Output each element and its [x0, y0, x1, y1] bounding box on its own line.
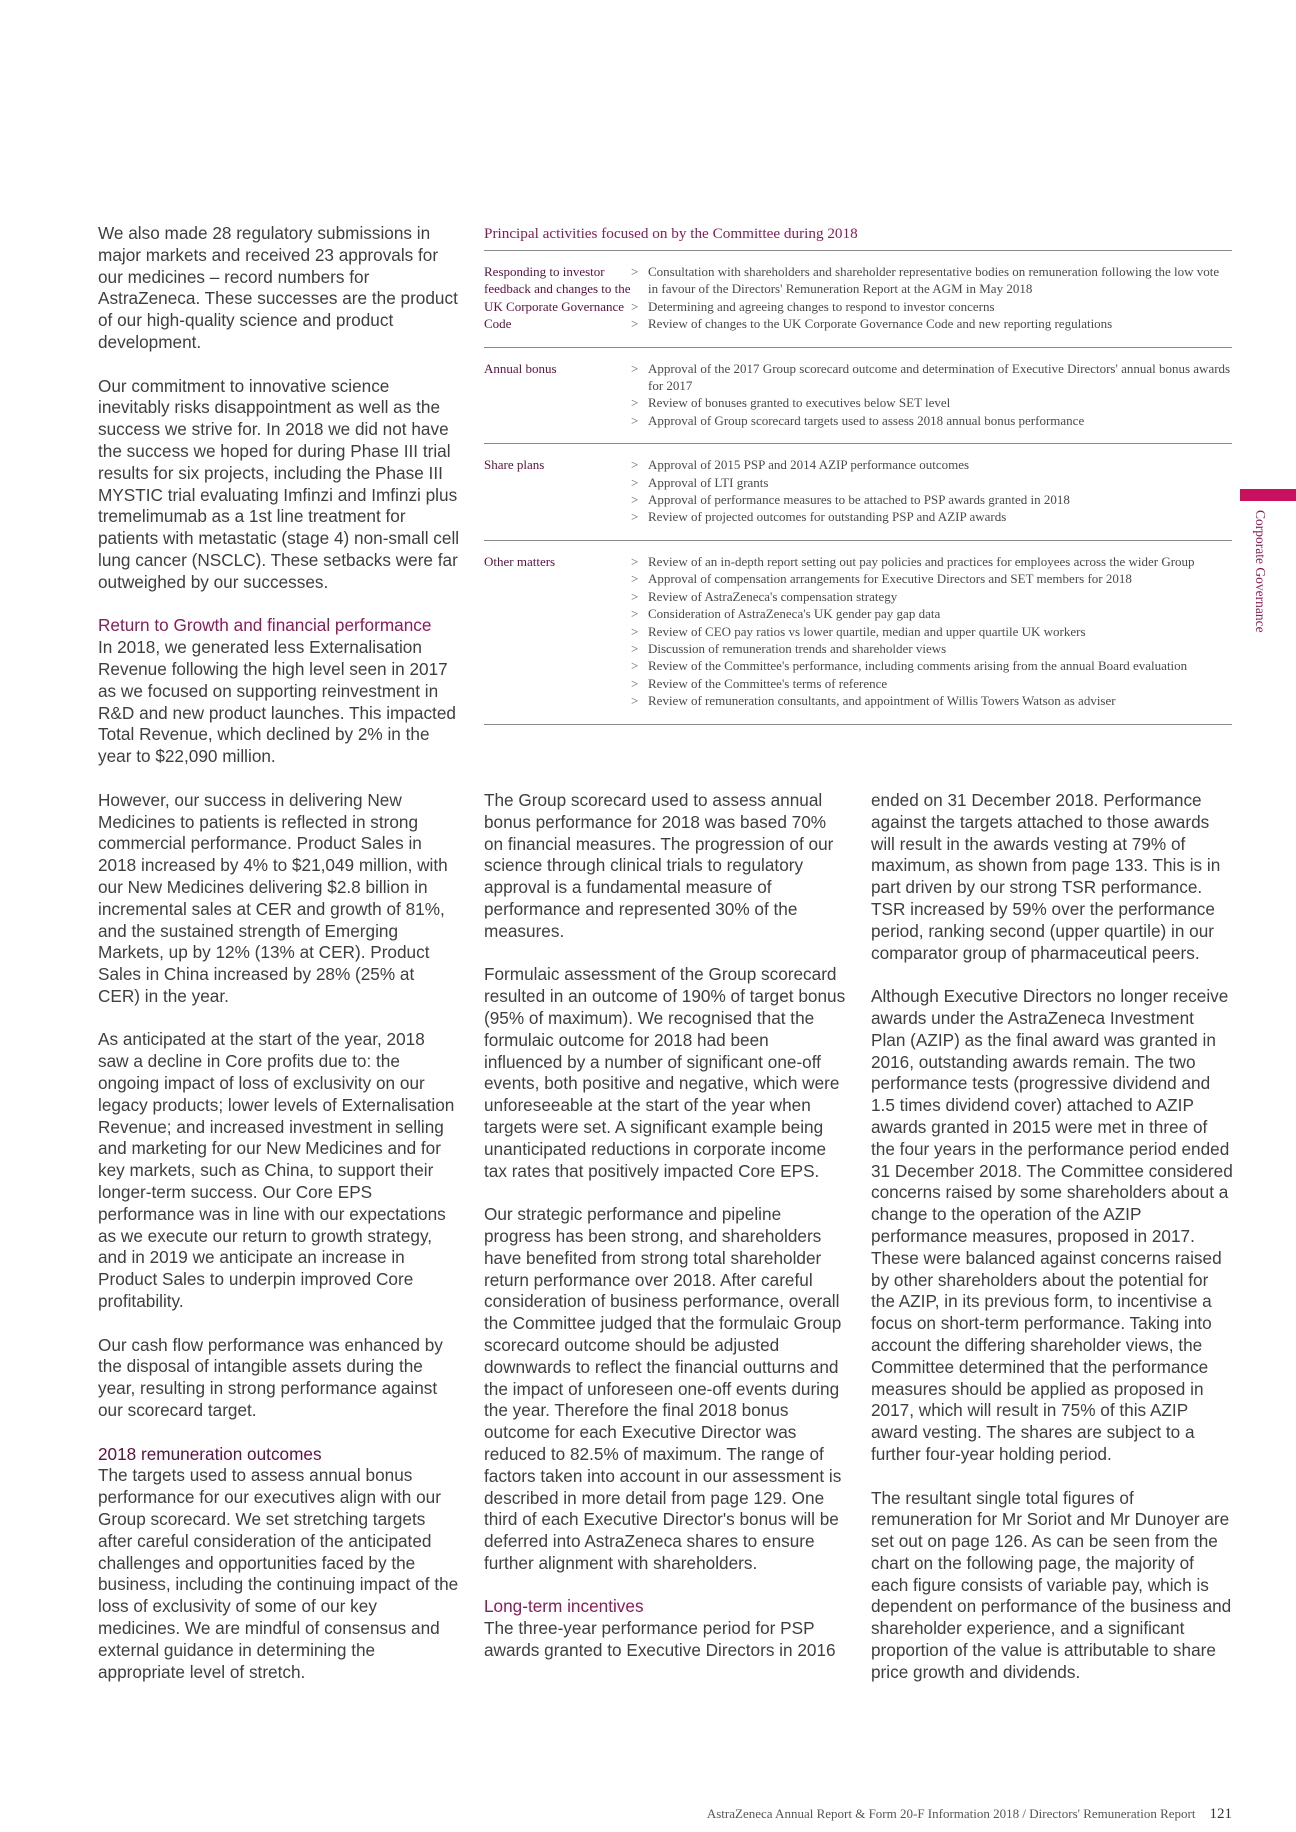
list-item: > Determining and agreeing changes to respond to investor concerns — [631, 298, 1232, 315]
list-item: > Consideration of AstraZeneca's UK gender pay gap data — [631, 605, 1232, 622]
row-items — [631, 263, 1232, 333]
section-heading-remuneration: 2018 remuneration outcomes — [98, 1443, 322, 1464]
table-row — [484, 251, 1232, 348]
list-item: > Approval of LTI grants — [631, 474, 1232, 491]
paragraph: In 2018, we generated less Externalisation Revenue following the high level seen in 2017 as we focused on supporting reinvestment in R&D and new product launches. This impacted Total Revenue, which declined by 2% in the year to $22,090 million. — [98, 637, 456, 767]
list-item: > Approval of Group scorecard targets used to assess 2018 annual bonus performance — [631, 412, 1232, 429]
list-item: > Review of AstraZeneca's compensation strategy — [631, 588, 1232, 605]
table-row — [484, 541, 1232, 725]
list-item: > Approval of 2015 PSP and 2014 AZIP performance outcomes — [631, 456, 1232, 473]
list-item: > Review of bonuses granted to executives below SET level — [631, 394, 1232, 411]
table-row — [484, 348, 1232, 445]
section-tab-marker — [1240, 489, 1296, 501]
principal-activities-table — [484, 224, 1232, 725]
table-title: Principal activities focused on by the Committee during 2018 — [484, 224, 1232, 251]
row-category: Share plans — [484, 457, 545, 473]
footer-text: AstraZeneca Annual Report & Form 20-F Information 2018 / Directors' Remuneration Report — [706, 1806, 1196, 1821]
paragraph: Our commitment to innovative science inevitably risks disappointment as well as the success we strive for. In 2018 we did not have the success we hoped for during Phase III trial results for six projects, including the Phase III MYSTIC trial evaluating Imfinzi and Imfinzi plus tremelimumab as a 1st line treatment for patients with metastatic (stage 4) non-small cell lung cancer (NSCLC). These setbacks were far outweighed by our successes. — [98, 375, 460, 592]
paragraph: ended on 31 December 2018. Performance against the targets attached to those awards will result in the awards vesting at 79% of maximum, as shown from page 133. This is in part driven by our strong TSR performance. TSR increased by 59% over the performance period, ranking second (upper quartile) in our comparator group of pharmaceutical peers. — [871, 790, 1221, 963]
middle-column — [484, 790, 846, 1662]
paragraph: Although Executive Directors no longer receive awards under the AstraZeneca Investment Plan (AZIP) as the final award was granted in 2016, outstanding awards remain. The two performance tests (progressive dividend and 1.5 times dividend cover) attached to AZIP awards granted in 2015 were met in three of the four years in the performance period ended 31 December 2018. The Committee considered concerns raised by some shareholders about a change to the operation of the AZIP performance measures, proposed in 2017. These were balanced against concerns raised by other shareholders about the potential for the AZIP, in its previous form, to incentivise a focus on short-term performance. Taking into account the differing shareholder views, the Committee determined that the performance measures should be applied as proposed in 2017, which will result in 75% of this AZIP award vesting. The shares are subject to a further four-year holding period. — [871, 986, 1233, 1464]
list-item: > Review of changes to the UK Corporate Governance Code and new reporting regulations — [631, 315, 1232, 332]
table-row — [484, 444, 1232, 541]
list-item: > Review of projected outcomes for outstanding PSP and AZIP awards — [631, 508, 1232, 525]
list-item: > Consultation with shareholders and shareholder representative bodies on remuneration following the low vote in favour of the Directors' Remuneration Report at the AGM in May 2018 — [631, 263, 1232, 298]
page-footer — [0, 1806, 1232, 1823]
row-category: Annual bonus — [484, 360, 557, 376]
left-column — [98, 223, 460, 1683]
paragraph: However, our success in delivering New Medicines to patients is reflected in strong commercial performance. Product Sales in 2018 increased by 4% to $21,049 million, with our New Medicines delivering $2.8 billion in incremental sales at CER and growth of 81%, and the sustained strength of Emerging Markets, up by 12% (13% at CER). Product Sales in China increased by 28% (25% at CER) in the year. — [98, 789, 448, 1006]
section-heading-lti: Long-term incentives — [484, 1596, 644, 1617]
paragraph: We also made 28 regulatory submissions in major markets and received 23 approvals for our medicines – record numbers for AstraZeneca. These successes are the product of our high-quality science and product development. — [98, 223, 458, 352]
paragraph: The resultant single total figures of remuneration for Mr Soriot and Mr Dunoyer are set out on page 126. As can be seen from the chart on the following page, the majority of each figure consists of variable pay, which is dependent on performance of the business and shareholder experience, and a significant proportion of the value is attributable to share price growth and dividends. — [871, 1487, 1232, 1682]
right-column — [871, 790, 1233, 1684]
paragraph: Formulaic assessment of the Group scorecard resulted in an outcome of 190% of target bonus (95% of maximum). We recognised that the formulaic outcome for 2018 had been influenced by a number of significant one-off events, both positive and negative, which were unforeseeable at the start of the year when targets were set. A significant example being unanticipated reductions in corporate income tax rates that positively impacted Core EPS. — [484, 964, 846, 1181]
row-items — [631, 456, 1232, 526]
list-item: > Approval of the 2017 Group scorecard outcome and determination of Executive Directors' annual bonus awards for 2017 — [631, 360, 1232, 395]
list-item: > Review of CEO pay ratios vs lower quartile, median and upper quartile UK workers — [631, 623, 1232, 640]
section-heading-growth: Return to Growth and financial performance — [98, 615, 432, 636]
paragraph: The three-year performance period for PSP awards granted to Executive Directors in 2016 — [484, 1618, 836, 1661]
list-item: > Discussion of remuneration trends and shareholder views — [631, 640, 1232, 657]
list-item: > Review of the Committee's performance, including comments arising from the annual Board evaluation — [631, 657, 1232, 674]
list-item: > Review of remuneration consultants, and appointment of Willis Towers Watson as adviser — [631, 692, 1232, 709]
row-items — [631, 360, 1232, 430]
paragraph: Our cash flow performance was enhanced by the disposal of intangible assets during the year, resulting in strong performance against our scorecard target. — [98, 1334, 443, 1421]
paragraph: Our strategic performance and pipeline progress has been strong, and shareholders have benefited from strong total shareholder return performance over 2018. After careful consideration of business performance, overall the Committee judged that the formulaic Group scorecard outcome should be adjusted downwards to reflect the financial outturns and the impact of unforeseen one-off events during the year. Therefore the final 2018 bonus outcome for each Executive Director was reduced to 82.5% of maximum. The range of factors taken into account in our assessment is described in more detail from page 129. One third of each Executive Director's bonus will be deferred into AstraZeneca shares to ensure further alignment with shareholders. — [484, 1204, 842, 1573]
row-category: Responding to investor feedback and changes to the UK Corporate Governance Code — [484, 264, 631, 332]
paragraph: The Group scorecard used to assess annual bonus performance for 2018 was based 70% on financial measures. The progression of our science through clinical trials to regulatory approval is a fundamental measure of performance and represented 30% of the measures. — [484, 790, 834, 941]
section-side-label: Corporate Governance — [1253, 510, 1268, 633]
paragraph: The targets used to assess annual bonus performance for our executives align with our Group scorecard. We set stretching targets after careful consideration of the anticipated challenges and opportunities faced by the business, including the continuing impact of the loss of exclusivity of some of our key medicines. We are mindful of consensus and external guidance in determining the appropriate level of stretch. — [98, 1465, 459, 1682]
paragraph: As anticipated at the start of the year, 2018 saw a decline in Core profits due to: the ongoing impact of loss of exclusivity on our legacy products; lower levels of Externalisation Revenue; and increased investment in selling and marketing for our New Medicines and for key markets, such as China, to support their longer-term success. Our Core EPS performance was in line with our expectations as we execute our return to growth strategy, and in 2019 we anticipate an increase in Product Sales to underpin improved Core profitability. — [98, 1029, 455, 1312]
page-number: 121 — [1209, 1806, 1232, 1822]
row-category: Other matters — [484, 553, 556, 569]
list-item: > Review of the Committee's terms of reference — [631, 675, 1232, 692]
list-item: > Approval of compensation arrangements for Executive Directors and SET members for 2018 — [631, 570, 1232, 587]
list-item: > Review of an in-depth report setting out pay policies and practices for employees across the wider Group — [631, 553, 1232, 570]
row-items — [631, 553, 1232, 710]
list-item: > Approval of performance measures to be attached to PSP awards granted in 2018 — [631, 491, 1232, 508]
